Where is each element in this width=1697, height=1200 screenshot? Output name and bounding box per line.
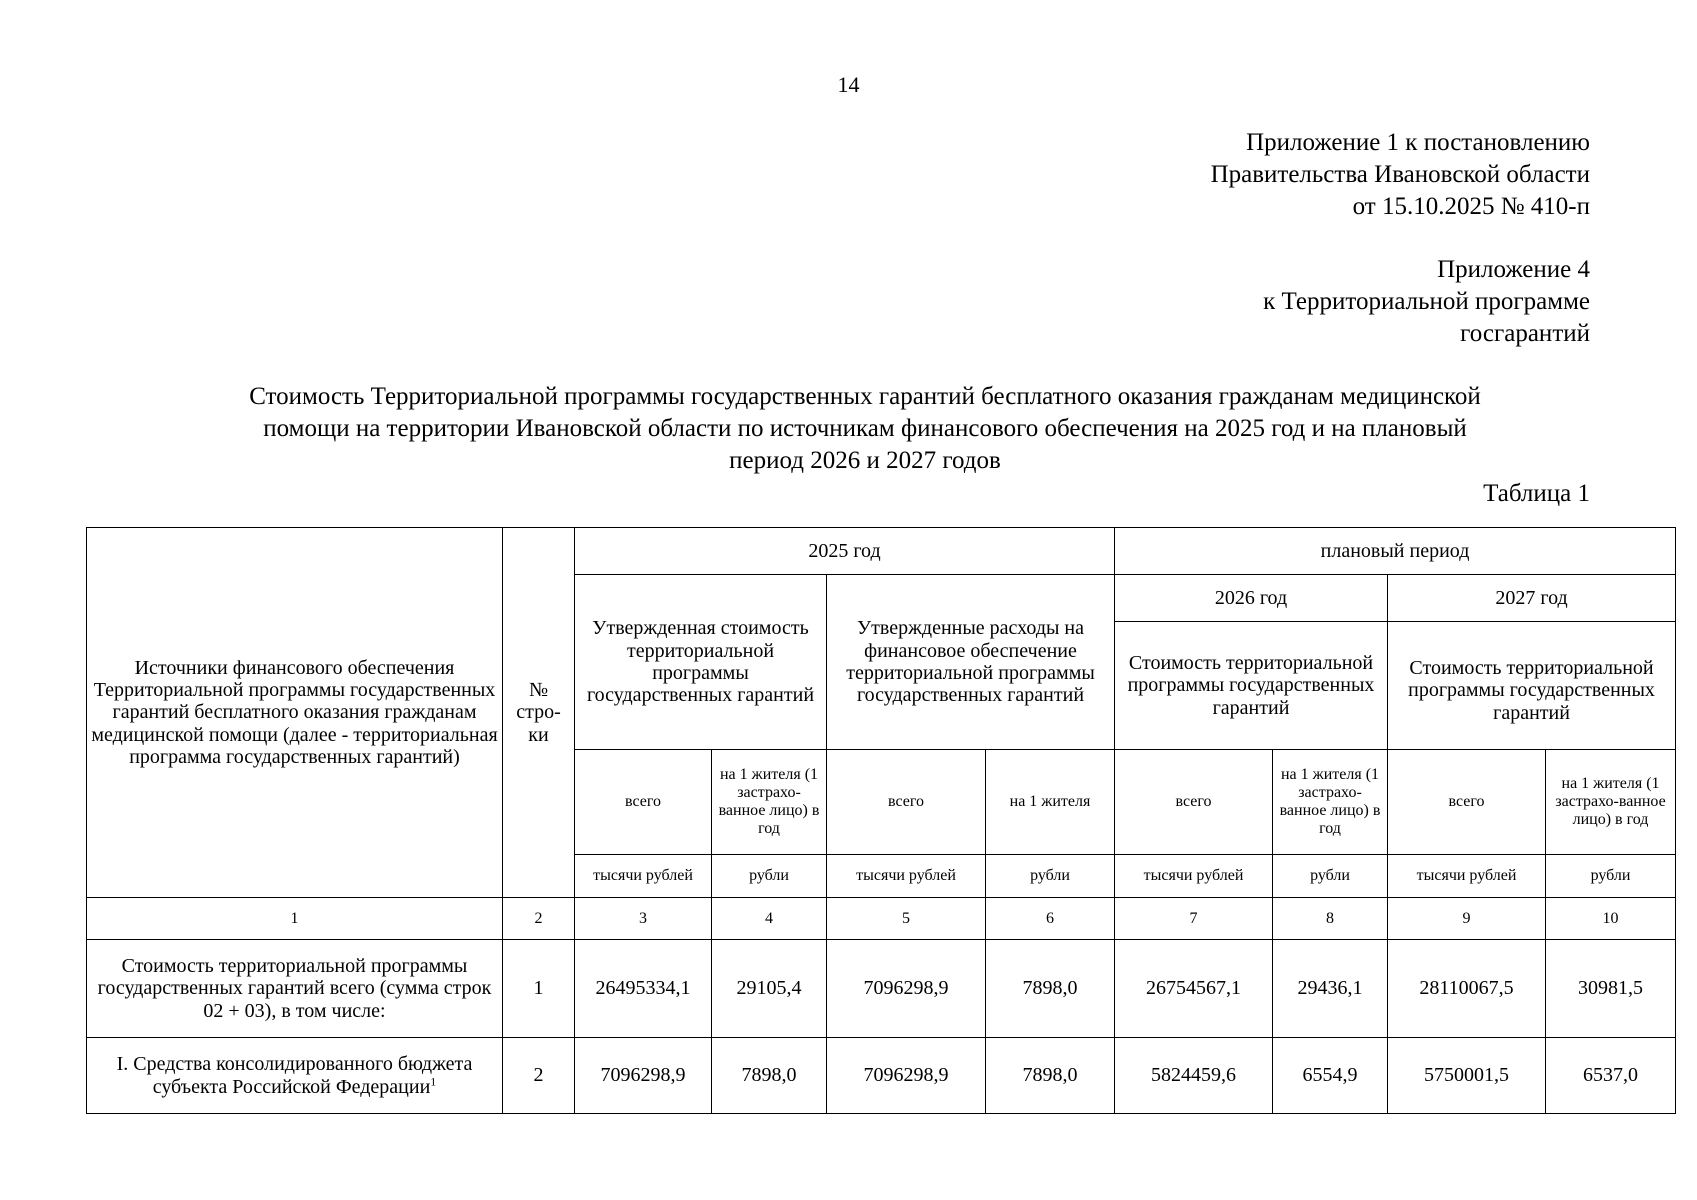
- unit-col-4: рубли: [712, 855, 827, 898]
- column-number: 4: [712, 898, 827, 940]
- annex-4-block: [1263, 254, 1590, 350]
- page-number: 14: [837, 72, 860, 97]
- column-number: 5: [827, 898, 986, 940]
- column-numbers-row: [87, 898, 1676, 940]
- row-2-label-cell: [87, 1038, 503, 1114]
- table-cell: 29105,4: [712, 940, 827, 1038]
- unit-col-7: тысячи рублей: [1115, 855, 1273, 898]
- table-cell: 5750001,5: [1388, 1038, 1546, 1114]
- table-label: Таблица 1: [1483, 480, 1590, 507]
- header-sources: Источники финансового обеспечения Территориальной программы государственных гарантий бесплатного оказания гражданам медицинской помощи (далее - территориальная программа государственных гарантий): [87, 528, 503, 898]
- annex-4-line-3: госгарантий: [1460, 320, 1590, 347]
- annex-1-line-2: Правительства Ивановской области: [1210, 161, 1590, 188]
- title-line-2: помощи на территории Ивановской области по источникам финансового обеспечения на 2025 год и на плановый: [263, 415, 1467, 442]
- header-per-resident-10: на 1 жителя (1 застрахо-ванное лицо) в год: [1546, 750, 1676, 855]
- cost-table: [86, 527, 1676, 1114]
- column-number: 3: [575, 898, 712, 940]
- unit-col-10: рубли: [1546, 855, 1676, 898]
- table-cell: 26754567,1: [1115, 940, 1273, 1038]
- table-cell: 6554,9: [1273, 1038, 1388, 1114]
- header-per-resident-8: на 1 жителя (1 застрахо-ванное лицо) в год: [1273, 750, 1388, 855]
- annex-1-line-3: от 15.10.2025 № 410-п: [1352, 193, 1590, 220]
- row-2-number: 2: [503, 1038, 575, 1114]
- column-number: 8: [1273, 898, 1388, 940]
- table-cell: 6537,0: [1546, 1038, 1676, 1114]
- title-line-3: период 2026 и 2027 годов: [729, 447, 1001, 474]
- footnote-marker: 1: [430, 1073, 437, 1088]
- unit-col-6: рубли: [986, 855, 1115, 898]
- row-1-label: Стоимость территориальной программы государственных гарантий всего (сумма строк 02 + 03), в том числе:: [87, 940, 503, 1038]
- annex-1-block: [1211, 127, 1590, 223]
- header-row-number: № стро-ки: [503, 528, 575, 898]
- header-cost-2027: Стоимость территориальной программы государственных гарантий: [1388, 622, 1676, 750]
- row-2-label: I. Средства консолидированного бюджета субъекта Российской Федерации: [116, 1053, 473, 1098]
- table-cell: 7898,0: [712, 1038, 827, 1114]
- header-total-9: всего: [1388, 750, 1546, 855]
- table-cell: 7096298,9: [827, 940, 986, 1038]
- table-cell: 7096298,9: [827, 1038, 986, 1114]
- unit-col-9: тысячи рублей: [1388, 855, 1546, 898]
- table-cell: 26495334,1: [575, 940, 712, 1038]
- table-cell: 29436,1: [1273, 940, 1388, 1038]
- header-total-7: всего: [1115, 750, 1273, 855]
- unit-col-8: рубли: [1273, 855, 1388, 898]
- annex-1-line-1: Приложение 1 к постановлению: [1246, 129, 1590, 156]
- unit-col-5: тысячи рублей: [827, 855, 986, 898]
- table-cell: 7898,0: [986, 940, 1115, 1038]
- column-number: 9: [1388, 898, 1546, 940]
- column-number: 10: [1546, 898, 1676, 940]
- header-per-resident-6: на 1 жителя: [986, 750, 1115, 855]
- table-cell: 5824459,6: [1115, 1038, 1273, 1114]
- table-cell: 28110067,5: [1388, 940, 1546, 1038]
- column-number: 6: [986, 898, 1115, 940]
- unit-col-3: тысячи рублей: [575, 855, 712, 898]
- column-number: 2: [503, 898, 575, 940]
- header-year-2025: 2025 год: [575, 528, 1115, 575]
- table-cell: 30981,5: [1546, 940, 1676, 1038]
- annex-4-line-2: к Территориальной программе: [1263, 288, 1590, 315]
- header-approved-expenses: Утвержденные расходы на финансовое обеспечение территориальной программы государственных гарантий: [827, 575, 1115, 750]
- header-total-3: всего: [575, 750, 712, 855]
- header-approved-cost: Утвержденная стоимость территориальной программы государственных гарантий: [575, 575, 827, 750]
- annex-4-line-1: Приложение 4: [1437, 256, 1590, 283]
- header-total-5: всего: [827, 750, 986, 855]
- header-year-2026: 2026 год: [1115, 575, 1388, 622]
- document-title: [150, 381, 1580, 477]
- header-cost-2026: Стоимость территориальной программы государственных гарантий: [1115, 622, 1388, 750]
- row-1-number: 1: [503, 940, 575, 1038]
- column-number: 1: [87, 898, 503, 940]
- column-number: 7: [1115, 898, 1273, 940]
- table-cell: 7898,0: [986, 1038, 1115, 1114]
- header-year-2027: 2027 год: [1388, 575, 1676, 622]
- header-planned-period: плановый период: [1115, 528, 1676, 575]
- table-row: [87, 940, 1676, 1038]
- table-cell: 7096298,9: [575, 1038, 712, 1114]
- table-row: [87, 1038, 1676, 1114]
- header-per-resident-4: на 1 жителя (1 застрахо-ванное лицо) в год: [712, 750, 827, 855]
- title-line-1: Стоимость Территориальной программы государственных гарантий бесплатного оказания гражданам медицинской: [249, 383, 1481, 410]
